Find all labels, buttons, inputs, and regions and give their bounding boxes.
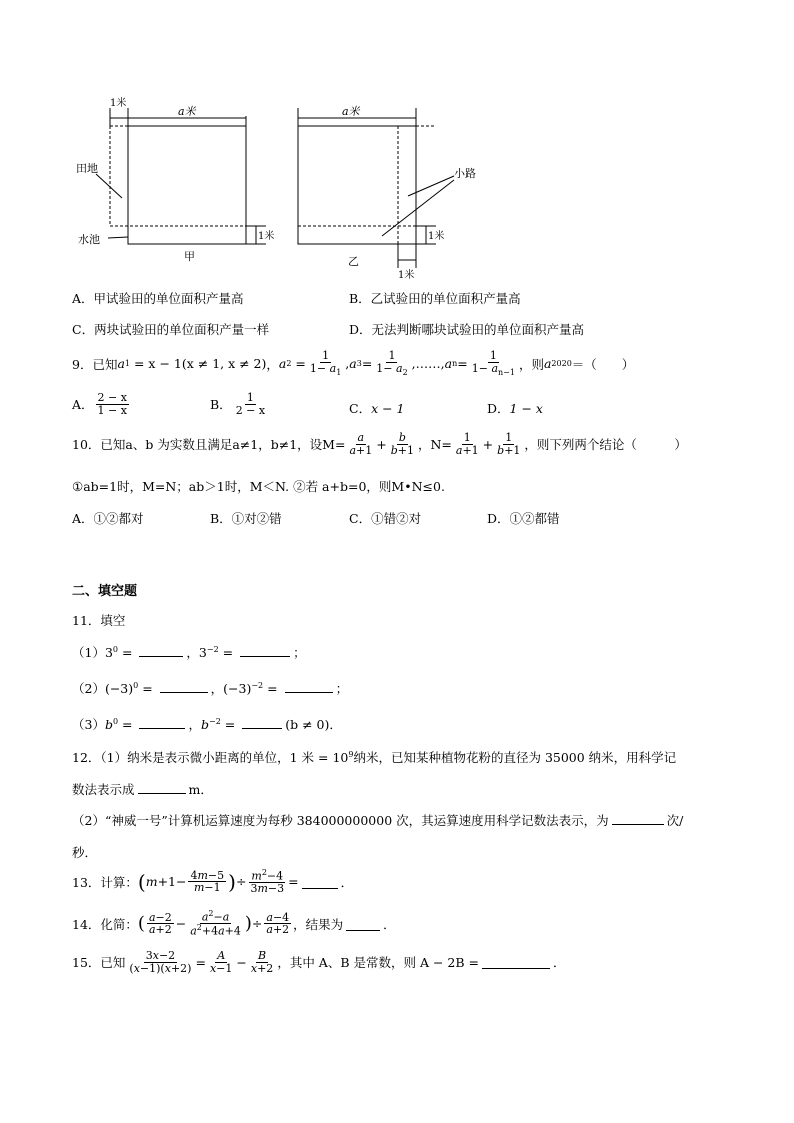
fig-left-height: 1米 — [258, 231, 275, 242]
q12-part2-line2: 秒． — [72, 845, 98, 860]
q8-option-d[interactable]: D．无法判断哪块试验田的单位面积产量高 — [349, 322, 585, 337]
q8-option-b[interactable]: B．乙试验田的单位面积产量高 — [349, 291, 521, 306]
q9-option-b[interactable]: B． $\frac{1}{2 - x}$ — [210, 391, 266, 417]
fig-left-pool-label: 水池 — [78, 233, 100, 246]
q12-part1-line2: 数法表示成 m． — [72, 782, 213, 797]
fig-right-width: a米 — [342, 105, 360, 118]
q9-stem: 9．已知 a 1 = x − 1 (x ≠ 1, x ≠ 2) ， a 2 = $\frac{1}{1- a_1}$ , a 3 = $\frac{1}{1- a_2}$ ,……, a n = $\frac{1}{1- a_{n-1}}$ ，则 a 2020 ＝（ ） — [72, 349, 635, 377]
q10-stem: 10．已知 a、b 为实数且满足 a≠1，b≠1，设 M= $\frac{a}{a+1}$ + $\frac{b}{b+1}$ ，N= $\frac{1}{a+1}$ + $\frac{1}{b+1}$ ，则下列两个结论（ ） — [72, 431, 687, 457]
fig-right-bottom: 1米 — [398, 270, 415, 281]
q10-statements: ①ab=1时，M=N；ab＞1时，M＜N. ②若 a+b=0，则M•N≤0. — [72, 479, 445, 494]
fig-left-field-label: 田地 — [76, 162, 98, 175]
q15-expression: 15．已知 $\frac{3x-2}{(x-1)(x+2)}$ = $\frac{A}{x-1}$ − $\frac{B}{x+2}$ ，其中 A、B 是常数，则 A − 2B = ． — [72, 949, 566, 975]
q11-part1: $(1)3^0$ = ，$3^{-2}$ = ； — [72, 644, 306, 660]
fig-right-name: 乙 — [348, 255, 359, 268]
figure-jia — [96, 108, 266, 244]
q10-option-b[interactable]: B．①对②错 — [210, 511, 282, 526]
fig-left-width: a米 — [178, 105, 196, 118]
fig-right-path-label: 小路 — [454, 167, 476, 180]
q11-title: 11．填空 — [72, 613, 126, 628]
q11-part3: $(3)b^0$ = ，$b^{-2} = (b \ne 0)$． — [72, 716, 342, 732]
experiment-field-figures — [70, 96, 490, 286]
q8-option-c[interactable]: C．两块试验田的单位面积产量一样 — [72, 322, 270, 337]
fig-left-name: 甲 — [184, 250, 195, 263]
q10-option-d[interactable]: D．①②都错 — [487, 511, 560, 526]
q9-option-c[interactable]: C．x − 1 — [349, 401, 405, 416]
q8-option-a[interactable]: A．甲试验田的单位面积产量高 — [72, 291, 244, 306]
q14-expression: 14．化简： ( $\frac{a-2}{a+2}$ − $\frac{a^2-a}{a^2+4a+4}$ ) ÷ $\frac{a-4}{a+2}$ ，结果为 ． — [72, 909, 396, 938]
fig-right-height: 1米 — [428, 231, 445, 242]
fig-left-gap: 1米 — [110, 98, 127, 109]
q10-option-c[interactable]: C．①错②对 — [349, 511, 422, 526]
q10-option-a[interactable]: A．①②都对 — [72, 511, 144, 526]
q12-part1-line1: 12．（1）纳米是表示微小距离的单位，1 米 = $10^9$纳米，已知某种植物花粉的直径为 35000 纳米，用科学记 — [72, 749, 677, 765]
section-heading-fill-in: 二、填空题 — [72, 584, 138, 599]
q9-option-a[interactable]: A． $\frac{2 - x}{1 - x}$ — [72, 391, 127, 417]
q9-option-d[interactable]: D．1 − x — [487, 401, 543, 416]
q13-expression: 13．计算： ( m +1− $\frac{4m-5}{m-1}$ ) ÷ $\frac{m^2-4}{3m-3}$ = ． — [72, 868, 354, 896]
figure-yi — [298, 108, 454, 268]
q12-part2-line1: （2）“神威一号”计算机运算速度为每秒 384000000000 次，其运算速度用科学记数法表示，为 次/ — [72, 813, 684, 828]
q11-part2: $(2)(-3)^0$ = ，$(-3)^{-2}$ = ； — [72, 680, 349, 696]
